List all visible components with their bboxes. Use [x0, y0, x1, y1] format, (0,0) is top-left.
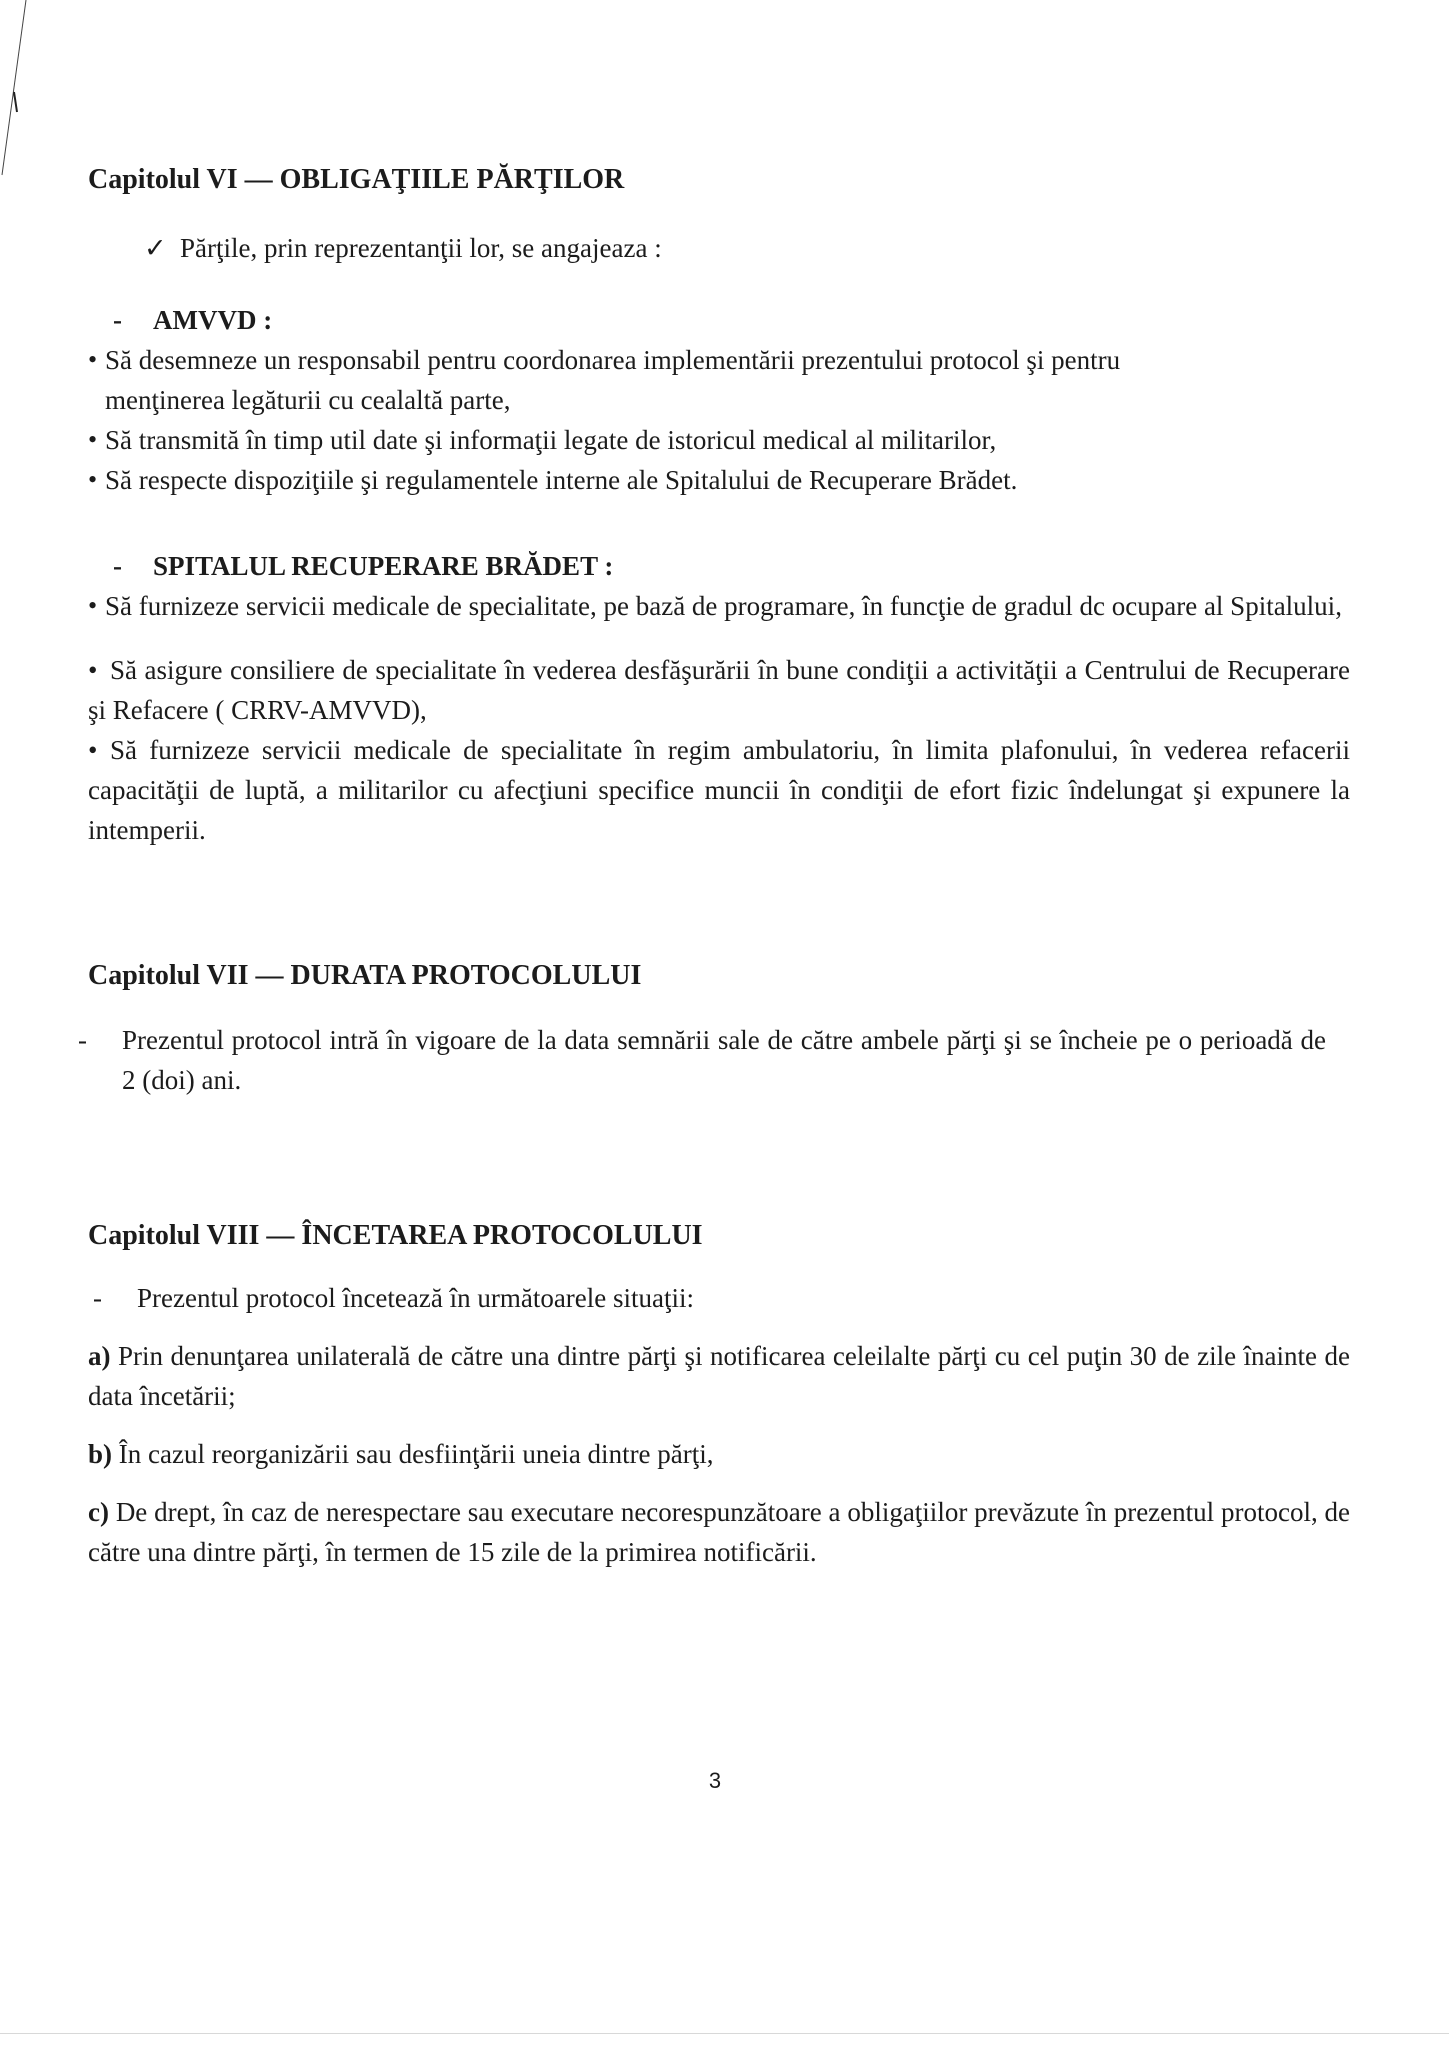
amvvd-obligation-item: • Să transmită în timp util date şi informaţii legate de istoricul medical al militarilor,: [88, 420, 1350, 460]
spital-obligation-item: • Să furnizeze servicii medicale de specialitate în regim ambulatoriu, în limita plafonului, în vederea refacerii capacităţii de luptă, a militarilor cu afecţiuni specifice muncii în condiţii de efort fizic îndelungat şi expunere la intemperii.: [88, 735, 1350, 845]
termination-case-c: c) De drept, în caz de nerespectare sau executare necorespunzătoare a obligaţiilor prevăzute în prezentul protocol, de către una dintre părţi, în termen de 15 zile de la primirea notificării.: [88, 1497, 1350, 1567]
page-number: 3: [708, 1768, 722, 1793]
termination-intro: - Prezentul protocol încetează în următoarele situaţii:: [93, 1283, 695, 1313]
duration-paragraph: - Prezentul protocol intră în vigoare de la data semnării sale de către ambele părţi şi se încheie pe o perioadă de 2 (doi) ani.: [78, 1025, 1326, 1095]
termination-case-b: b) În cazul reorganizării sau desfiinţării uneia dintre părţi,: [88, 1439, 714, 1469]
parties-commitment-text: Părţile, prin reprezentanţii lor, se angajeaza :: [180, 233, 662, 263]
scan-margin-mark: [0, 0, 40, 180]
chapter-7-heading: Capitolul VII — DURATA PROTOCOLULUI: [88, 960, 642, 991]
parties-commitment-line: [144, 228, 1350, 268]
checkmark-icon: ✓: [144, 233, 167, 263]
document-page: [78, 160, 1350, 1572]
scan-bottom-edge: [0, 2033, 1449, 2034]
chapter-6-heading: Capitolul VI — OBLIGAŢIILE PĂRŢILOR: [88, 164, 625, 195]
spital-obligation-item: • Să asigure consiliere de specialitate în vederea desfăşurării în bune condiţii a activităţii a Centrului de Recuperare şi Refacere ( CRRV-AMVVD),: [88, 655, 1350, 725]
chapter-8-heading: Capitolul VIII — ÎNCETAREA PROTOCOLULUI: [88, 1220, 703, 1251]
amvvd-obligations-list: [88, 340, 1350, 500]
spital-obligations-list: [88, 586, 1350, 626]
spital-obligation-item: • Să furnizeze servicii medicale de specialitate, pe bază de programare, în funcţie de gradul dc ocupare al Spitalului,: [88, 586, 1350, 626]
amvvd-obligation-item: • Să desemneze un responsabil pentru coordonarea implementării prezentului protocol şi pentru menţinerea legăturii cu cealaltă parte,: [88, 340, 1350, 420]
amvvd-obligation-item: • Să respecte dispoziţiile şi regulamentele interne ale Spitalului de Recuperare Brădet.: [88, 460, 1350, 500]
spital-title: - SPITALUL RECUPERARE BRĂDET :: [113, 551, 614, 581]
amvvd-title: - AMVVD :: [113, 305, 273, 335]
termination-case-a: a) Prin denunţarea unilaterală de către una dintre părţi şi notificarea celeilalte părţi cu cel puţin 30 de zile înainte de data încetării;: [88, 1341, 1350, 1411]
